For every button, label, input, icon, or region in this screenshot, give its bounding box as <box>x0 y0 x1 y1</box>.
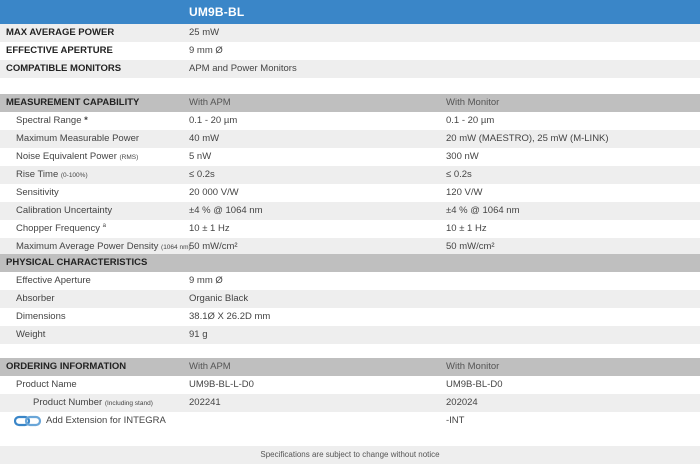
row-label: Dimensions <box>16 311 66 322</box>
apm-value: UM9B-BL-L-D0 <box>189 379 254 390</box>
column-header-monitor: With Monitor <box>446 361 500 372</box>
measurement-header <box>0 94 700 112</box>
column-header-apm: With APM <box>189 97 231 108</box>
row-label: Spectral Range * <box>16 115 88 126</box>
monitor-value: 10 ± 1 Hz <box>446 223 487 234</box>
monitor-value: UM9B-BL-D0 <box>446 379 503 390</box>
table-row <box>0 148 700 166</box>
row-label: Chopper Frequency $^a$ <box>16 222 106 234</box>
table-row-product-name <box>0 376 700 394</box>
apm-value: 40 mW <box>189 133 220 144</box>
column-header-monitor: With Monitor <box>446 97 500 108</box>
spec-row-aperture <box>0 42 700 60</box>
chain-link-icon <box>14 415 42 427</box>
row-label: Noise Equivalent Power (RMS) <box>16 151 139 162</box>
apm-value: ≤ 0.2s <box>189 169 215 180</box>
spec-label: EFFECTIVE APERTURE <box>6 45 113 56</box>
table-row <box>0 184 700 202</box>
row-value: Organic Black <box>189 293 249 304</box>
table-row <box>0 326 700 344</box>
monitor-value: 50 mW/cm² <box>446 241 495 252</box>
row-value: 91 g <box>189 329 208 340</box>
section-title: ORDERING INFORMATION <box>6 361 127 372</box>
table-row <box>0 220 700 238</box>
monitor-value: 120 V/W <box>446 187 483 198</box>
row-label: Add Extension for INTEGRA <box>46 415 166 426</box>
table-row <box>0 290 700 308</box>
footer-note: Specifications are subject to change without notice <box>0 446 700 464</box>
monitor-value: 202024 <box>446 397 478 408</box>
table-row <box>0 166 700 184</box>
row-label: Weight <box>16 329 46 340</box>
spec-label: COMPATIBLE MONITORS <box>6 63 122 74</box>
row-label: Absorber <box>16 293 55 304</box>
row-value: 38.1Ø X 26.2D mm <box>189 311 271 322</box>
title-bar <box>0 0 700 24</box>
spec-value: APM and Power Monitors <box>189 63 297 74</box>
row-label: Sensitivity <box>16 187 59 198</box>
monitor-value: 300 nW <box>446 151 479 162</box>
spec-row-monitors <box>0 60 700 78</box>
row-label: Maximum Average Power Density (1064 nm) <box>16 241 191 252</box>
row-label: Maximum Measurable Power <box>16 133 140 144</box>
table-row <box>0 130 700 148</box>
spec-label: MAX AVERAGE POWER <box>6 27 115 38</box>
section-title: MEASUREMENT CAPABILITY <box>6 97 140 108</box>
table-row-product-number <box>0 394 700 412</box>
apm-value: 0.1 - 20 µm <box>189 115 238 126</box>
table-row <box>0 272 700 290</box>
apm-value: ±4 % @ 1064 nm <box>189 205 263 216</box>
apm-value: 202241 <box>189 397 221 408</box>
table-row-extension <box>0 412 700 430</box>
monitor-value: -INT <box>446 415 465 426</box>
apm-value: 10 ± 1 Hz <box>189 223 230 234</box>
row-value: 9 mm Ø <box>189 275 223 286</box>
apm-value: 20 000 V/W <box>189 187 239 198</box>
spec-row-max-power <box>0 24 700 42</box>
physical-header <box>0 254 700 272</box>
row-label: Product Name <box>16 379 77 390</box>
table-row <box>0 112 700 130</box>
apm-value: 5 nW <box>189 151 212 162</box>
monitor-value: 20 mW (MAESTRO), 25 mW (M-LINK) <box>446 133 609 144</box>
ordering-header <box>0 358 700 376</box>
spec-value: 9 mm Ø <box>189 45 223 56</box>
monitor-value: ≤ 0.2s <box>446 169 472 180</box>
monitor-value: 0.1 - 20 µm <box>446 115 495 126</box>
apm-value: 50 mW/cm² <box>189 241 238 252</box>
row-label: Rise Time (0-100%) <box>16 169 88 180</box>
row-label: Effective Aperture <box>16 275 91 286</box>
monitor-value: ±4 % @ 1064 nm <box>446 205 520 216</box>
row-label: Product Number (Including stand) <box>33 397 153 408</box>
table-row <box>0 202 700 220</box>
table-row <box>0 308 700 326</box>
section-title: PHYSICAL CHARACTERISTICS <box>6 257 148 268</box>
row-label: Calibration Uncertainty <box>16 205 113 216</box>
column-header-apm: With APM <box>189 361 231 372</box>
product-title: UM9B-BL <box>189 5 245 19</box>
spec-value: 25 mW <box>189 27 220 38</box>
